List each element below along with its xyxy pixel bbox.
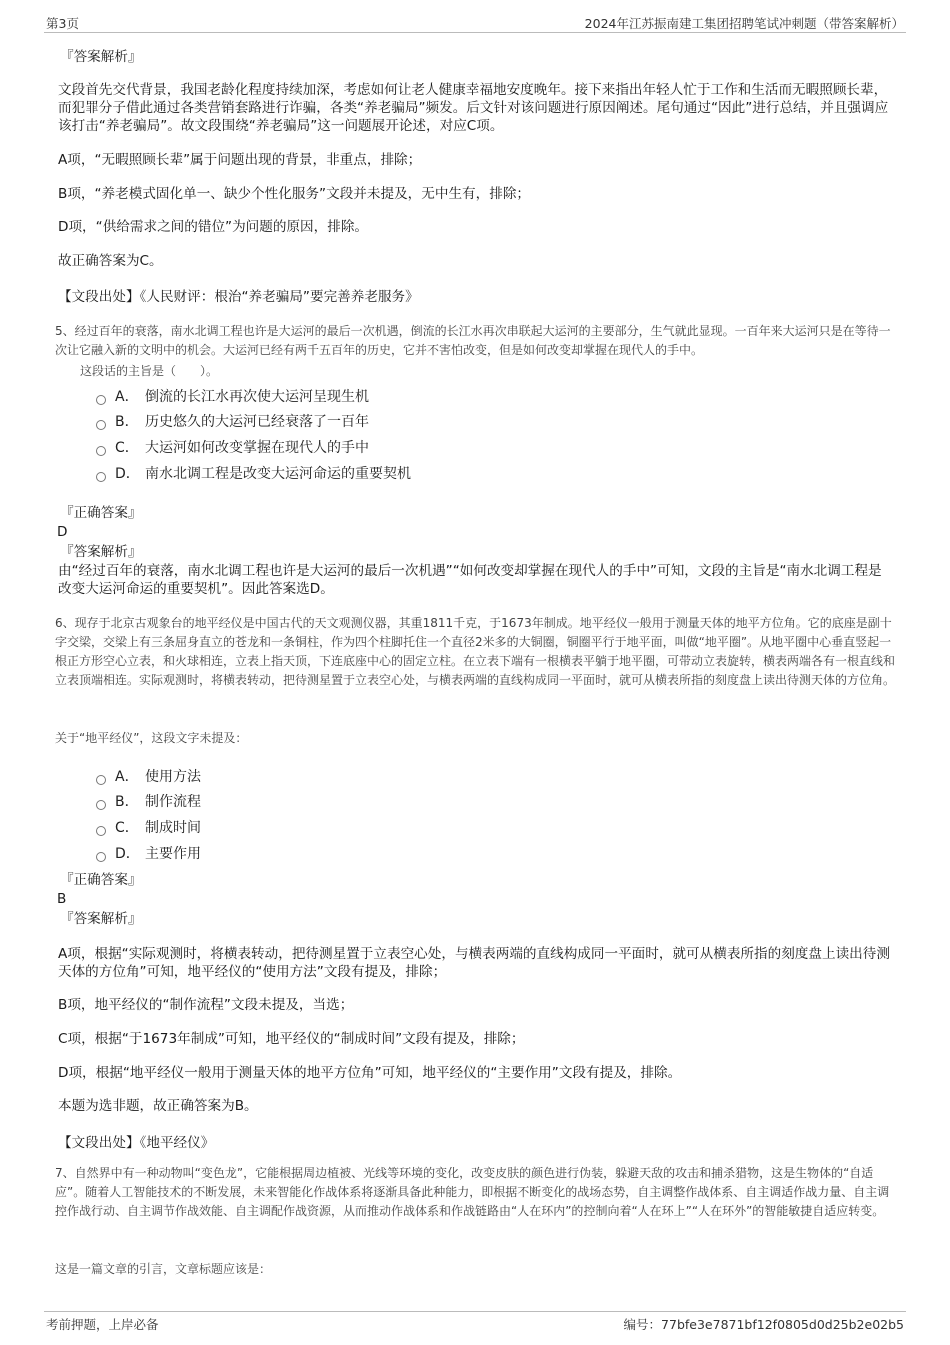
q6-option-d[interactable] [96, 843, 201, 863]
code-label: 编号： [623, 1317, 662, 1332]
option-letter: D． [115, 466, 140, 482]
q6-conclusion: 本题为选非题，故正确答案为B。 [58, 1098, 258, 1114]
option-text: 主要作用 [145, 846, 201, 862]
q6-option-d-analysis: D项，根据“地平经仪一般用于测量天体的地平方位角”可知，地平经仪的“主要作用”文段有提及，排除。 [58, 1065, 682, 1081]
q5-prompt: 这段话的主旨是（ ）。 [80, 364, 219, 378]
q7-stem: 7、自然界中有一种动物叫“变色龙”，它能根据周边植被、光线等环境的变化，改变皮肤的颜色进行伪装，躲避天敌的攻击和捕杀猎物，这是生物体的“自适应”。随着人工智能技术的不断发展，未来智能化作战体系将逐渐具备此种能力，即根据不断变化的战场态势，自主调整作战体系、自主调适作战力量、自主调控作战行动、自主调节作战效能、自主调配作战资源，从而推动作战体系和作战链路由“人在环内”的控制向着“人在环上”“人在环外”的智能敏捷自适应转变。 [55, 1166, 890, 1218]
page-footer [44, 1311, 906, 1332]
q5-option-b[interactable] [96, 411, 369, 431]
radio-icon[interactable] [96, 395, 106, 405]
footer-slogan: 考前押题，上岸必备 [46, 1317, 159, 1332]
document-title: 2024年江苏振南建工集团招聘笔试冲刺题（带答案解析） [584, 16, 904, 31]
radio-icon[interactable] [96, 420, 106, 430]
q5-analysis: 由“经过百年的衰落，南水北调工程也许是大运河的最后一次机遇”“如何改变却掌握在现代人的手中”可知，文段的主旨是“南水北调工程是改变大运河命运的重要契机”。因此答案选D。 [58, 563, 882, 597]
q6-stem: 6、现存于北京古观象台的地平经仪是中国古代的天文观测仪器，其重1811千克，于1673年制成。地平经仪一般用于测量天体的地平方位角。它的底座是副十字交梁，交梁上有三条屈身直立的苍龙和一条铜柱，作为四个柱脚托住一个直径2米多的大铜圈，铜圈平行于地平面，叫做“地平圈”。从地平圈中心垂直竖起一根正方形空心立表，和火球相连，立表上指天顶，下连底座中心的固定立柱。在立表下端有一根横表平躺于地平圈，可带动立表旋转，横表两端各有一根直线和立表顶端相连。实际观测时，将横表转动，把待测星置于立表空心处，与横表两端的直线构成同一平面时，就可从横表所指的刻度盘上读出待测天体的方位角。 [55, 616, 896, 687]
q6-answer-label: 『正确答案』 [60, 872, 142, 888]
q4-source: 【文段出处】《人民财评：根治“养老骗局”要完善养老服务》 [58, 289, 419, 305]
q5-option-d[interactable] [96, 463, 411, 483]
option-letter: A． [115, 389, 139, 405]
option-text: 大运河如何改变掌握在现代人的手中 [145, 440, 369, 456]
q6-option-b[interactable] [96, 791, 201, 811]
q4-analysis-paragraph: 文段首先交代背景，我国老龄化程度持续加深，考虑如何让老人健康幸福地安度晚年。接下来指出年轻人忙于工作和生活而无暇照顾长辈，而犯罪分子借此通过各类营销套路进行诈骗，各类“养老骗局”频发。后文针对该问题进行原因阐述。尾句通过“因此”进行总结，并且强调应该打击“养老骗局”。故文段围绕“养老骗局”这一问题展开论述，对应C项。 [58, 82, 889, 134]
option-text: 南水北调工程是改变大运河命运的重要契机 [145, 466, 411, 482]
radio-icon[interactable] [96, 826, 106, 836]
q5-analysis-label: 『答案解析』 [60, 544, 142, 560]
option-letter: C． [115, 820, 139, 836]
q5-option-c[interactable] [96, 437, 369, 457]
option-text: 制作流程 [145, 794, 201, 810]
q5-option-a[interactable] [96, 386, 369, 406]
radio-icon[interactable] [96, 446, 106, 456]
radio-icon[interactable] [96, 852, 106, 862]
option-letter: A． [115, 769, 139, 785]
radio-icon[interactable] [96, 800, 106, 810]
radio-icon[interactable] [96, 775, 106, 785]
q4-option-d-analysis: D项，“供给需求之间的错位”为问题的原因，排除。 [58, 219, 369, 235]
q6-analysis-label: 『答案解析』 [60, 911, 142, 927]
q6-source: 【文段出处】《地平经仪》 [58, 1135, 215, 1151]
q6-answer: B [57, 891, 67, 907]
q6-prompt: 关于“地平经仪”，这段文字未提及： [55, 731, 248, 745]
option-letter: B． [115, 414, 139, 430]
q4-option-a-analysis: A项，“无暇照顾长辈”属于问题出现的背景，非重点，排除； [58, 152, 422, 168]
option-letter: D． [115, 846, 140, 862]
option-text: 倒流的长江水再次使大运河呈现生机 [145, 389, 369, 405]
option-text: 历史悠久的大运河已经衰落了一百年 [145, 414, 369, 430]
q4-option-b-analysis: B项，“养老模式固化单一、缺少个性化服务”文段并未提及，无中生有，排除； [58, 186, 531, 202]
q5-answer: D [57, 524, 68, 540]
q6-option-c-analysis: C项，根据“于1673年制成”可知，地平经仪的“制成时间”文段有提及，排除； [58, 1031, 525, 1047]
option-letter: B． [115, 794, 139, 810]
option-text: 制成时间 [145, 820, 201, 836]
document-code [624, 1315, 904, 1333]
radio-icon[interactable] [96, 472, 106, 482]
q6-option-a[interactable] [96, 766, 201, 786]
option-letter: C． [115, 440, 139, 456]
q5-answer-label: 『正确答案』 [60, 505, 142, 521]
q6-option-a-analysis: A项，根据“实际观测时，将横表转动，把待测星置于立表空心处，与横表两端的直线构成同一平面时，就可从横表所指的刻度盘上读出待测天体的方位角”可知，地平经仪的“使用方法”文段有提及，排除； [58, 946, 890, 980]
q6-option-c[interactable] [96, 817, 201, 837]
option-text: 使用方法 [145, 769, 201, 785]
q4-analysis-label: 『答案解析』 [60, 49, 142, 65]
q4-conclusion: 故正确答案为C。 [58, 253, 163, 269]
q6-option-b-analysis: B项，地平经仪的“制作流程”文段未提及，当选； [58, 997, 354, 1013]
q7-prompt: 这是一篇文章的引言，文章标题应该是： [55, 1262, 272, 1276]
page-number: 第3页 [46, 16, 79, 31]
code-value: 77bfe3e7871bf12f0805d0d25b2e02b5 [661, 1317, 904, 1332]
page-header [44, 12, 906, 33]
q5-stem: 5、经过百年的衰落，南水北调工程也许是大运河的最后一次机遇，倒流的长江水再次串联起大运河的主要部分，生气就此显现。一百年来大运河只是在等待一次让它融入新的文明中的机会。大运河已经有两千五百年的历史，它并不害怕改变，但是如何改变却掌握在现代人的手中。 [55, 324, 891, 357]
